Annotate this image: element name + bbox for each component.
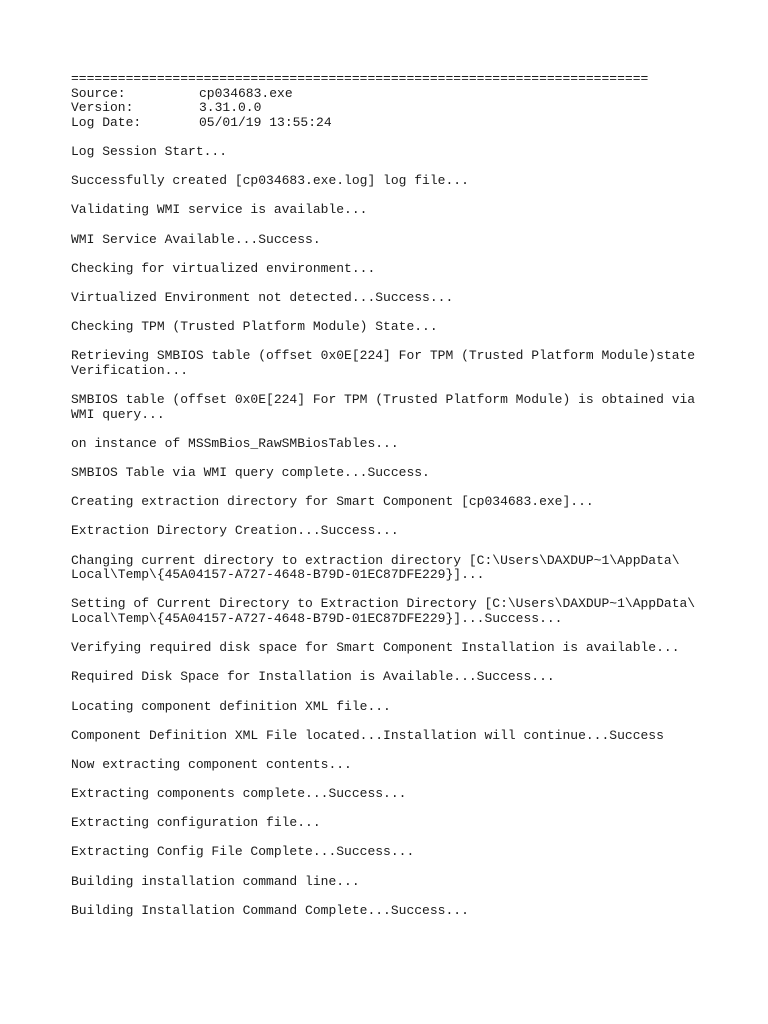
log-entry: Extraction Directory Creation...Success... (71, 523, 399, 539)
log-entry: Log Session Start... (71, 143, 228, 159)
log-entry: Creating extraction directory for Smart Component [cp034683.exe]... (71, 494, 594, 510)
log-entry: Setting of Current Directory to Extraction Directory [C:\Users\DAXDUP~1\AppData\ Local\Temp\{45A04157-A727-4648-B79D-01EC87DFE229}]...Success... (71, 596, 696, 626)
header-version-row (71, 101, 711, 116)
log-entry: SMBIOS table (offset 0x0E[224] For TPM (Trusted Platform Module) is obtained via WMI query... (71, 392, 696, 422)
header-logdate-key: Log Date: (71, 114, 142, 130)
log-entry: Component Definition XML File located...Installation will continue...Success (71, 727, 664, 743)
log-entries (71, 145, 711, 918)
log-entry: Validating WMI service is available... (71, 202, 368, 218)
header-rule: ========================================================================== (71, 72, 649, 86)
log-entry: WMI Service Available...Success. (71, 231, 321, 247)
log-entry: Checking for virtualized environment... (71, 260, 376, 276)
log-entry: Extracting Config File Complete...Success... (71, 844, 415, 860)
log-entry: Extracting configuration file... (71, 815, 321, 831)
log-entry: Building Installation Command Complete...Success... (71, 902, 469, 918)
log-entry: Locating component definition XML file... (71, 698, 391, 714)
log-entry: SMBIOS Table via WMI query complete...Success. (71, 465, 430, 481)
log-entry: Building installation command line... (71, 873, 360, 889)
log-entry: Required Disk Space for Installation is Available...Success... (71, 669, 555, 685)
header-source-key: Source: (71, 85, 126, 101)
log-entry: Verifying required disk space for Smart Component Installation is available... (71, 640, 680, 656)
header-logdate-row (71, 116, 711, 131)
log-entry: Extracting components complete...Success... (71, 786, 407, 802)
log-entry: Successfully created [cp034683.exe.log] log file... (71, 173, 469, 189)
log-entry: Checking TPM (Trusted Platform Module) State... (71, 319, 438, 335)
log-entry: Now extracting component contents... (71, 756, 352, 772)
log-entry: Retrieving SMBIOS table (offset 0x0E[224] For TPM (Trusted Platform Module)state Verification... (71, 348, 696, 378)
log-entry: Virtualized Environment not detected...Success... (71, 289, 454, 305)
header-source-row (71, 87, 711, 102)
header-logdate-value: 05/01/19 13:55:24 (199, 114, 332, 130)
header-version-value: 3.31.0.0 (199, 100, 262, 116)
header-version-key: Version: (71, 100, 134, 116)
log-entry: Changing current directory to extraction directory [C:\Users\DAXDUP~1\AppData\ Local\Temp\{45A04157-A727-4648-B79D-01EC87DFE229}]... (71, 552, 680, 583)
log-document (71, 72, 711, 933)
header-source-value: cp034683.exe (199, 85, 293, 101)
log-entry: on instance of MSSmBios_RawSMBiosTables... (71, 435, 399, 451)
